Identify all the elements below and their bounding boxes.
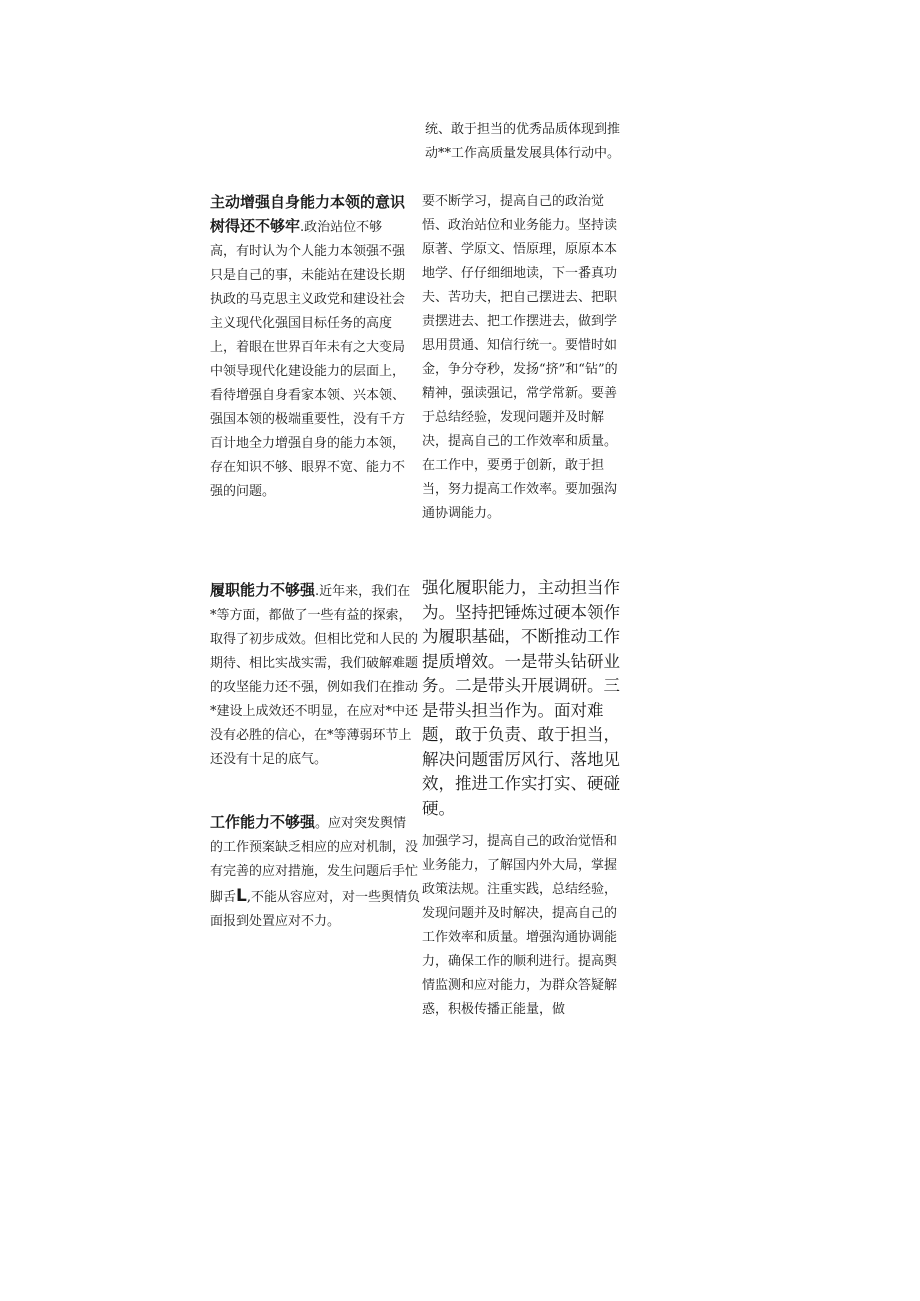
body-lead: .政治站位不够 [300,220,383,235]
section-remedy: 加强学习，提高自己的政治觉悟和业务能力，了解国内外大局，掌握政策法规。注重实践，总结经验，发现问题并及时解决，提高自己的工作效率和质量。增强沟通协调能力，确保工作的顺利进行。提高舆情监测和应对能力，为群众答疑解惑，积极传播正能量，做 [422,834,618,1017]
section-heading: 主动增强自身能力本领的意识 [210,193,406,211]
section-heading-cont: 树得还不够牢 [210,217,301,235]
section-body [210,836,420,934]
body-text: ,不能从容应对，对一些舆情负面报到处置应对不力。 [210,890,420,929]
section-body: *等方面，都做了一些有益的探索，取得了初步成效。但相比党和人民的期待、相比实战实需，我们破解难题的攻坚能力还不强，例如我们在推动*建设上成效还不明显，在应对*中还没有必胜的信心，在*等薄弱环节上还没有十足的底气。 [210,608,419,767]
heading-line [210,578,420,604]
section-remedy: 要不断学习，提高自己的政治觉悟、政治站位和业务能力。坚持读原著、学原文、悟原理，原原本本地学、仔仔细细地读，下一番真功夫、苦功夫，把自己摆进去、把职责摆进去、把工作摆进去，做到学思用贯通、知信行统一。要惜时如金，争分夺秒，发扬“挤”和“钻”的精神，强读强记，常学常新。要善于总结经验，发现问题并及时解决，提高自己的工作效率和质量。在工作中，要勇于创新，敢于担当，努力提高工作效率。要加强沟通协调能力。 [422,194,618,521]
section-duty-ability [210,578,420,772]
section-body: 高，有时认为个人能力本领强不强只是自己的事，未能站在建设长期执政的马克思主义政党和建设社会主义现代化强国目标任务的高度上，着眼在世界百年未有之大变局中领导现代化建设能力的层面上，看待增强自身看家本领、兴本领、强国本领的极端重要性，没有千方百计地全力增强自身的能力本领，存在知识不够、眼界不宽、能力不强的问题。 [210,244,406,499]
section-heading: 工作能力不够强 [210,813,316,831]
section-remedy: 强化履职能力，主动担当作为。坚持把锤炼过硬本领作为履职基础，不断推动工作提质增效。一是带头钻研业务。二是带头开展调研。三是带头担当作为。面对难题，敢于负责、敢于担当，解决问题雷厉风行、落地见效，推进工作实打实、硬碰硬。 [422,578,620,818]
body-lead: 。应对突发舆情 [315,816,407,831]
continued-paragraph: 统、敢于担当的优秀品质体现到推动**工作高质量发展具体行动中。 [425,122,621,161]
stray-mark: L [236,886,247,906]
section-work-ability [210,810,420,934]
heading-line-2 [210,214,415,240]
body-text: 的工作预案缺乏相应的应对机制，没有完善的应对措施，发生问题后手忙脚舌 [210,840,419,905]
body-lead: .近年来，我们在 [315,584,411,599]
section-political-stance [210,190,415,504]
section-heading: 履职能力不够强 [210,581,316,599]
heading-line [210,810,420,836]
